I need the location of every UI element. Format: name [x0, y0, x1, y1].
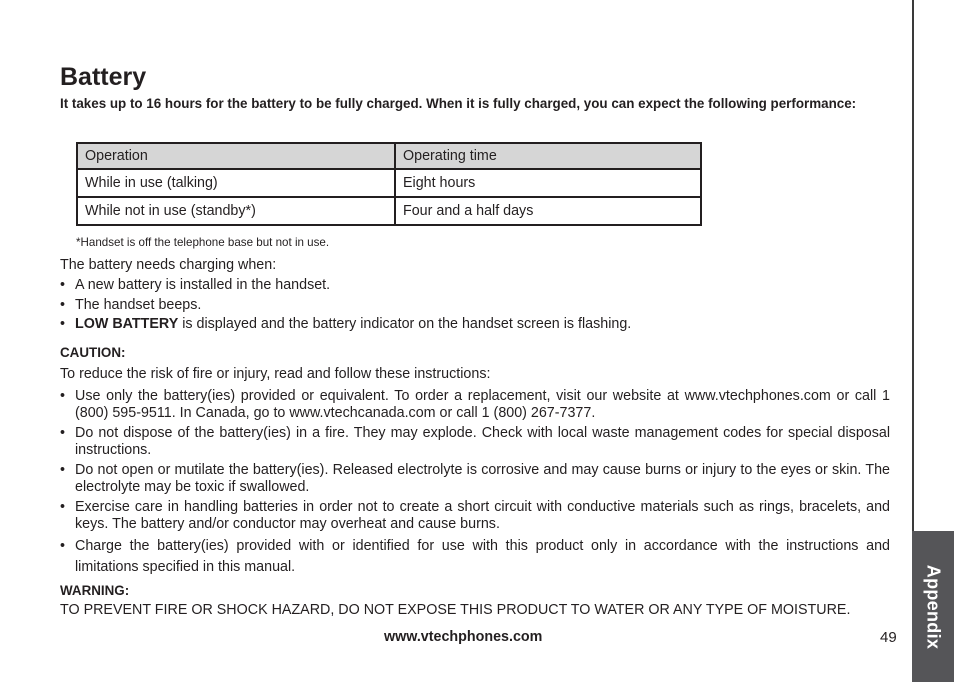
intro-paragraph: It takes up to 16 hours for the battery to be fully charged. When it is fully charged, you can expect the following performance:	[60, 96, 857, 111]
caution-intro: To reduce the risk of fire or injury, read and follow these instructions:	[60, 366, 491, 382]
low-battery-label: LOW BATTERY	[75, 316, 179, 332]
table-header-row	[77, 143, 701, 169]
list-item: • Use only the battery(ies) provided or equivalent. To order a replacement, visit our website at www.vtechphones.com or call 1 (800) 595-9511. In Canada, go to www.vtechcanada.com or call 1 (800) 267-7377.	[60, 388, 890, 422]
table-header-operating-time: Operating time	[395, 143, 701, 169]
page-title: Battery	[60, 63, 147, 91]
footer-url[interactable]: www.vtechphones.com	[384, 629, 543, 645]
table-row	[77, 169, 701, 197]
list-item: • Do not dispose of the battery(ies) in a fire. They may explode. Check with local waste management codes for special disposal instructions.	[60, 425, 890, 459]
appendix-tab[interactable]	[912, 531, 954, 682]
table-cell-time: Eight hours	[395, 169, 701, 197]
table-cell-operation: While in use (talking)	[77, 169, 395, 197]
caution-list	[60, 388, 890, 581]
low-battery-text: is displayed and the battery indicator on the handset screen is flashing.	[178, 316, 632, 332]
charging-needs-intro: The battery needs charging when:	[60, 257, 277, 273]
table-cell-operation: While not in use (standby*)	[77, 197, 395, 225]
charging-needs-list	[60, 277, 892, 336]
table-footnote: *Handset is off the telephone base but not in use.	[76, 236, 330, 249]
list-item-low-battery	[60, 316, 892, 333]
list-item: • Charge the battery(ies) provided with or identified for use with this product only in accordance with the instructions and limitations specified in this manual.	[60, 536, 890, 578]
appendix-tab-label: Appendix	[923, 564, 944, 649]
list-item: • The handset beeps.	[60, 297, 892, 314]
table-header-operation: Operation	[77, 143, 395, 169]
page-number: 49	[880, 629, 897, 646]
warning-heading: WARNING:	[60, 583, 130, 598]
table-cell-time: Four and a half days	[395, 197, 701, 225]
list-item: • A new battery is installed in the handset.	[60, 277, 892, 294]
table-row	[77, 197, 701, 225]
list-item: • Do not open or mutilate the battery(ies). Released electrolyte is corrosive and may cause burns or injury to the eyes or skin. The electrolyte may be toxic if swallowed.	[60, 462, 890, 496]
performance-table	[76, 142, 702, 226]
caution-heading: CAUTION:	[60, 345, 126, 360]
list-item: • Exercise care in handling batteries in order not to create a short circuit with conductive materials such as rings, bracelets, and keys. The battery and/or conductor may overheat and cause burns.	[60, 499, 890, 533]
warning-text: TO PREVENT FIRE OR SHOCK HAZARD, DO NOT EXPOSE THIS PRODUCT TO WATER OR ANY TYPE OF MOISTURE.	[60, 602, 851, 618]
